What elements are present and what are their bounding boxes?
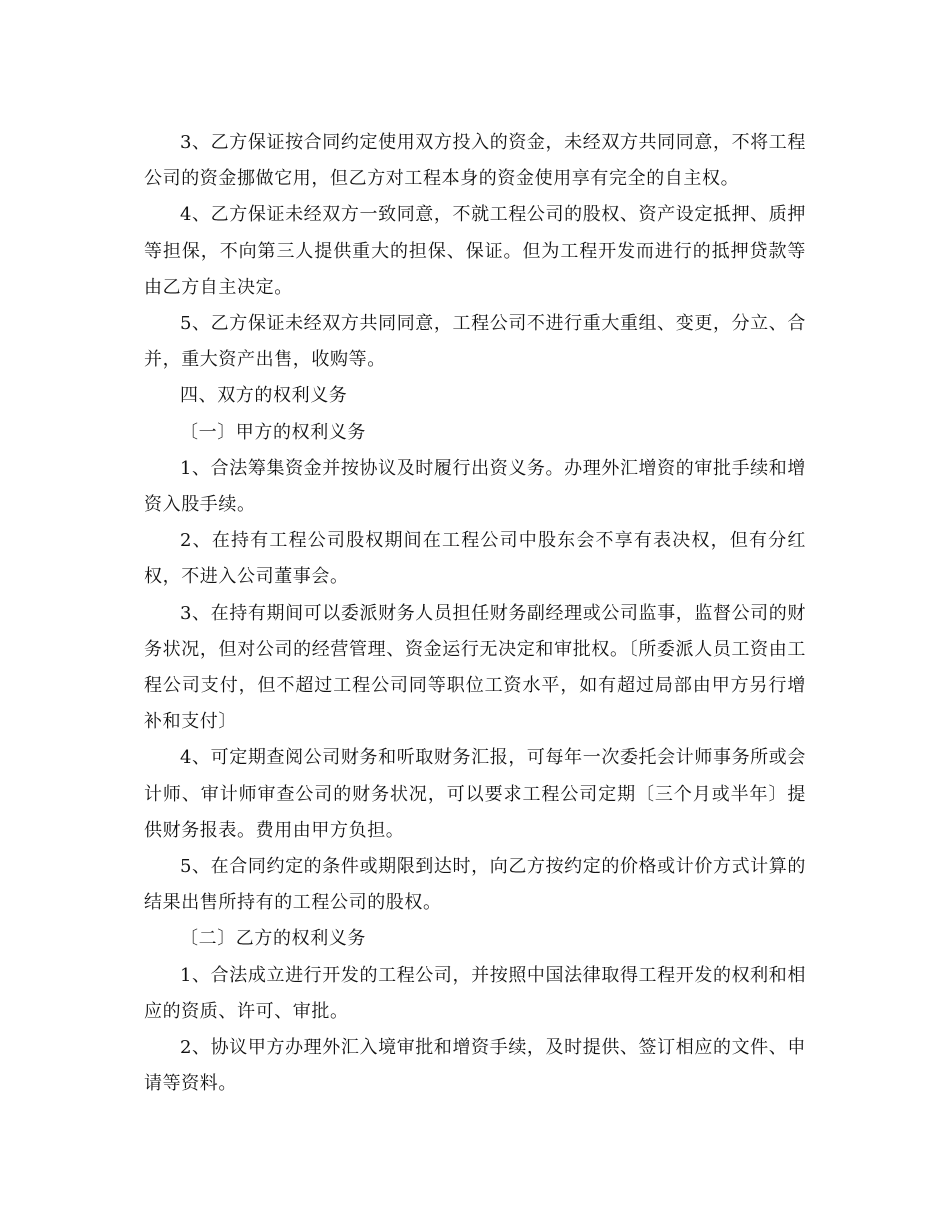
party-b-item-2: 2、协议甲方办理外汇入境审批和增资手续，及时提供、签订相应的文件、申请等资料。 [144,1037,806,1095]
party-a-item-4: 4、可定期查阅公司财务和听取财务汇报，可每年一次委托会计师事务所或会计师、审计师审查公司的财务状况，可以要求工程公司定期〔三个月或半年〕提供财务报表。费用由甲方负担。 [144,747,806,841]
section-heading-rights-obligations: 四、双方的权利义务 [180,385,348,407]
party-a-item-1: 1、合法筹集资金并按协议及时履行出资义务。办理外汇增资的审批手续和增资入股手续。 [144,457,806,516]
party-a-item-3: 3、在持有期间可以委派财务人员担任财务副经理或公司监事，监督公司的财务状况，但对公司的经营管理、资金运行无决定和审批权。〔所委派人员工资由工程公司支付，但不超过工程公司同等职位工资水平，如有超过局部由甲方另行增补和支付〕 [144,602,806,733]
party-b-item-1: 1、合法成立进行开发的工程公司，并按照中国法律取得工程开发的权利和相应的资质、许可、审批。 [144,964,806,1022]
subsection-heading-party-a: 〔一〕甲方的权利义务 [180,421,366,443]
document-body [144,125,806,1102]
paragraph-4: 4、乙方保证未经双方一致同意，不就工程公司的股权、资产设定抵押、质押等担保，不向第三人提供重大的担保、保证。但为工程开发而进行的抵押贷款等由乙方自主决定。 [144,204,806,298]
party-a-item-5: 5、在合同约定的条件或期限到达时，向乙方按约定的价格或计价方式计算的结果出售所持有的工程公司的股权。 [144,856,806,914]
paragraph-3: 3、乙方保证按合同约定使用双方投入的资金，未经双方共同同意，不将工程公司的资金挪做它用，但乙方对工程本身的资金使用享有完全的自主权。 [144,132,806,190]
party-a-item-2: 2、在持有工程公司股权期间在工程公司中股东会不享有表决权，但有分红权，不进入公司董事会。 [144,530,806,588]
paragraph-5: 5、乙方保证未经双方共同同意，工程公司不进行重大重组、变更，分立、合并，重大资产出售，收购等。 [144,313,806,371]
subsection-heading-party-b: 〔二〕乙方的权利义务 [180,928,366,950]
